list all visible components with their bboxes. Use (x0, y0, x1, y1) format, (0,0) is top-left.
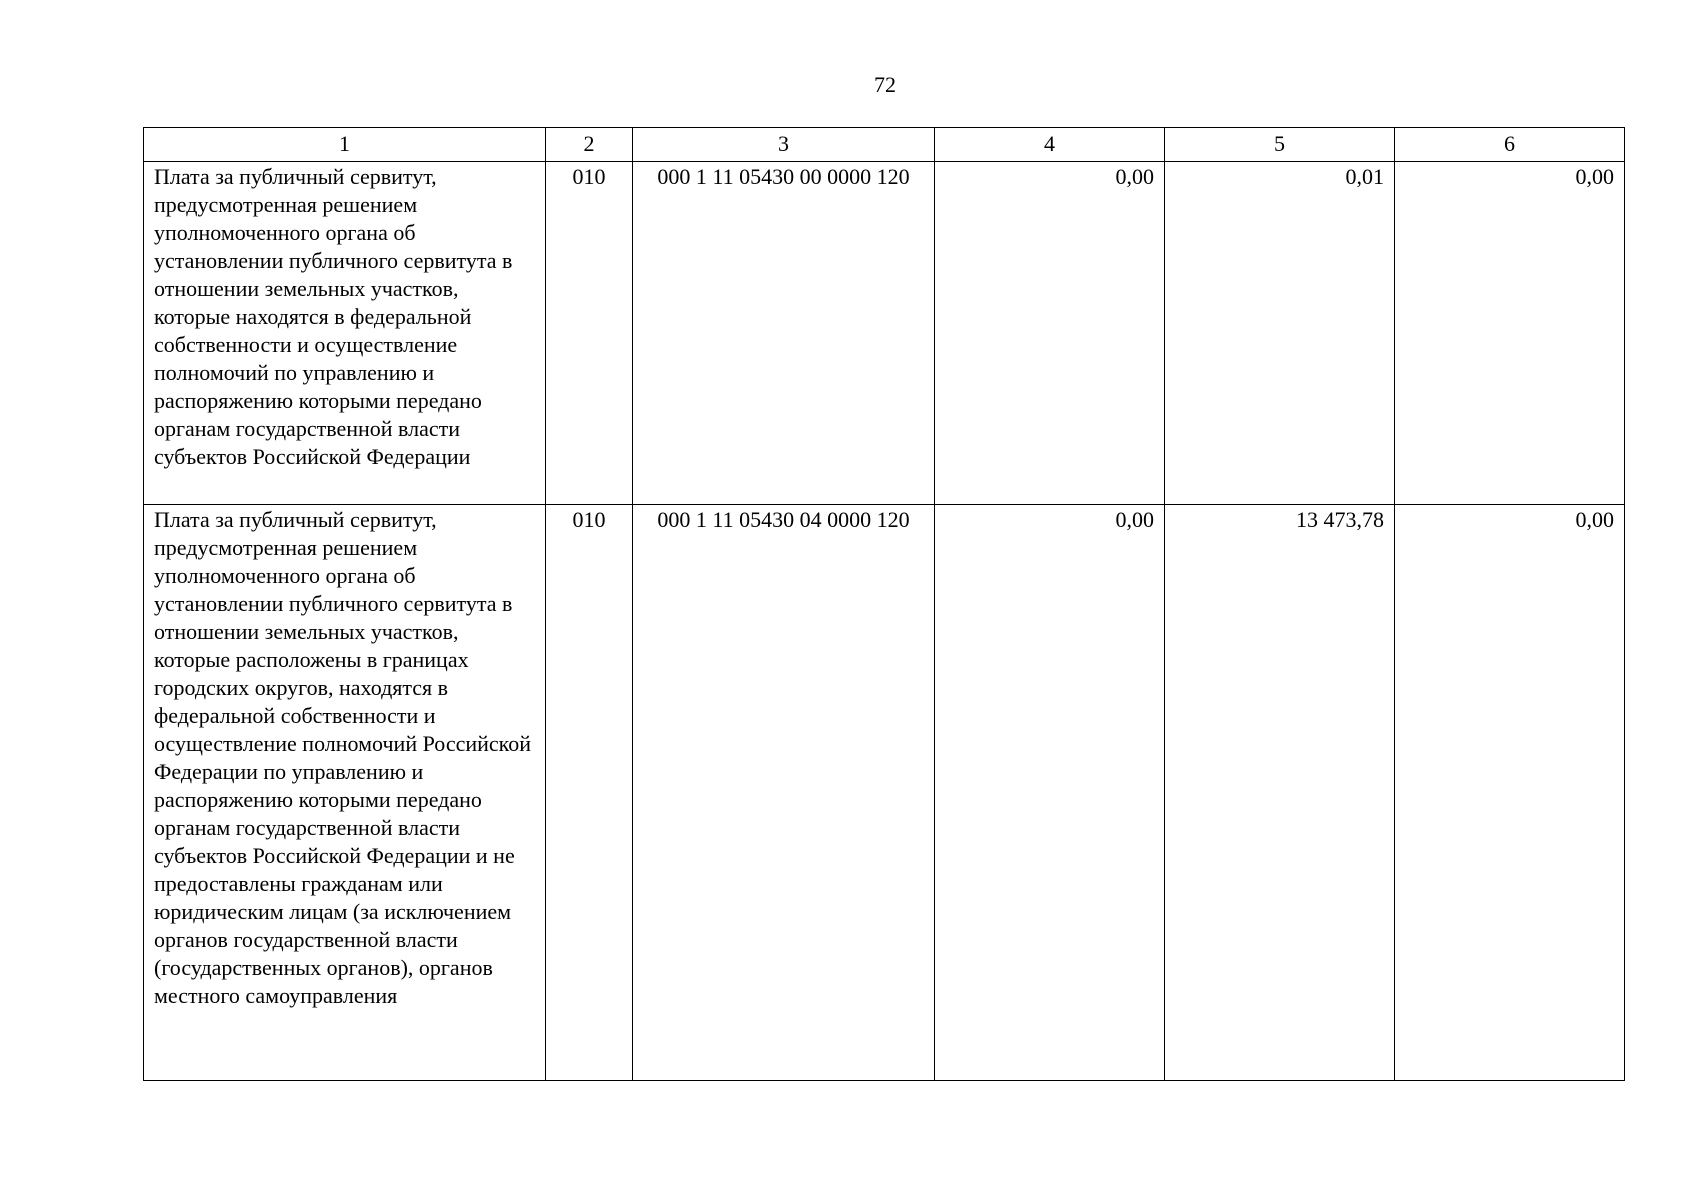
row-value-col4-cell: 0,00 (935, 162, 1165, 505)
row-value-col4-cell: 0,00 (935, 505, 1165, 1081)
column-header-1: 1 (144, 128, 546, 162)
row-name-cell: Плата за публичный сервитут, предусмотренная решением уполномоченного органа об установлении публичного сервитута в отношении земельных участков, которые находятся в федеральной собственности и осуществление полномочий по управлению и распоряжению которыми передано органам государственной власти субъектов Российской Федерации (144, 162, 546, 505)
row-value-col6-cell: 0,00 (1395, 505, 1625, 1081)
row-value-col6-cell: 0,00 (1395, 162, 1625, 505)
table-row (144, 162, 1625, 505)
column-header-5: 5 (1165, 128, 1395, 162)
column-header-2: 2 (546, 128, 633, 162)
column-header-6: 6 (1395, 128, 1625, 162)
row-name-cell: Плата за публичный сервитут, предусмотренная решением уполномоченного органа об установлении публичного сервитута в отношении земельных участков, которые расположены в границах городских округов, находятся в федеральной собственности и осуществление полномочий Российской Федерации по управлению и распоряжению которыми передано органам государственной власти субъектов Российской Федерации и не предоставлены гражданам или юридическим лицам (за исключением органов государственной власти (государственных органов), органов местного самоуправления (144, 505, 546, 1081)
row-value-col5-cell: 0,01 (1165, 162, 1395, 505)
row-budget-code-cell: 000 1 11 05430 00 0000 120 (633, 162, 935, 505)
data-table (143, 127, 1625, 1081)
row-line-code-cell: 010 (546, 505, 633, 1081)
row-value-col5-cell: 13 473,78 (1165, 505, 1395, 1081)
page-number: 72 (874, 72, 896, 97)
column-header-3: 3 (633, 128, 935, 162)
table-header-row (144, 128, 1625, 162)
table-row (144, 505, 1625, 1081)
row-line-code-cell: 010 (546, 162, 633, 505)
row-budget-code-cell: 000 1 11 05430 04 0000 120 (633, 505, 935, 1081)
column-header-4: 4 (935, 128, 1165, 162)
